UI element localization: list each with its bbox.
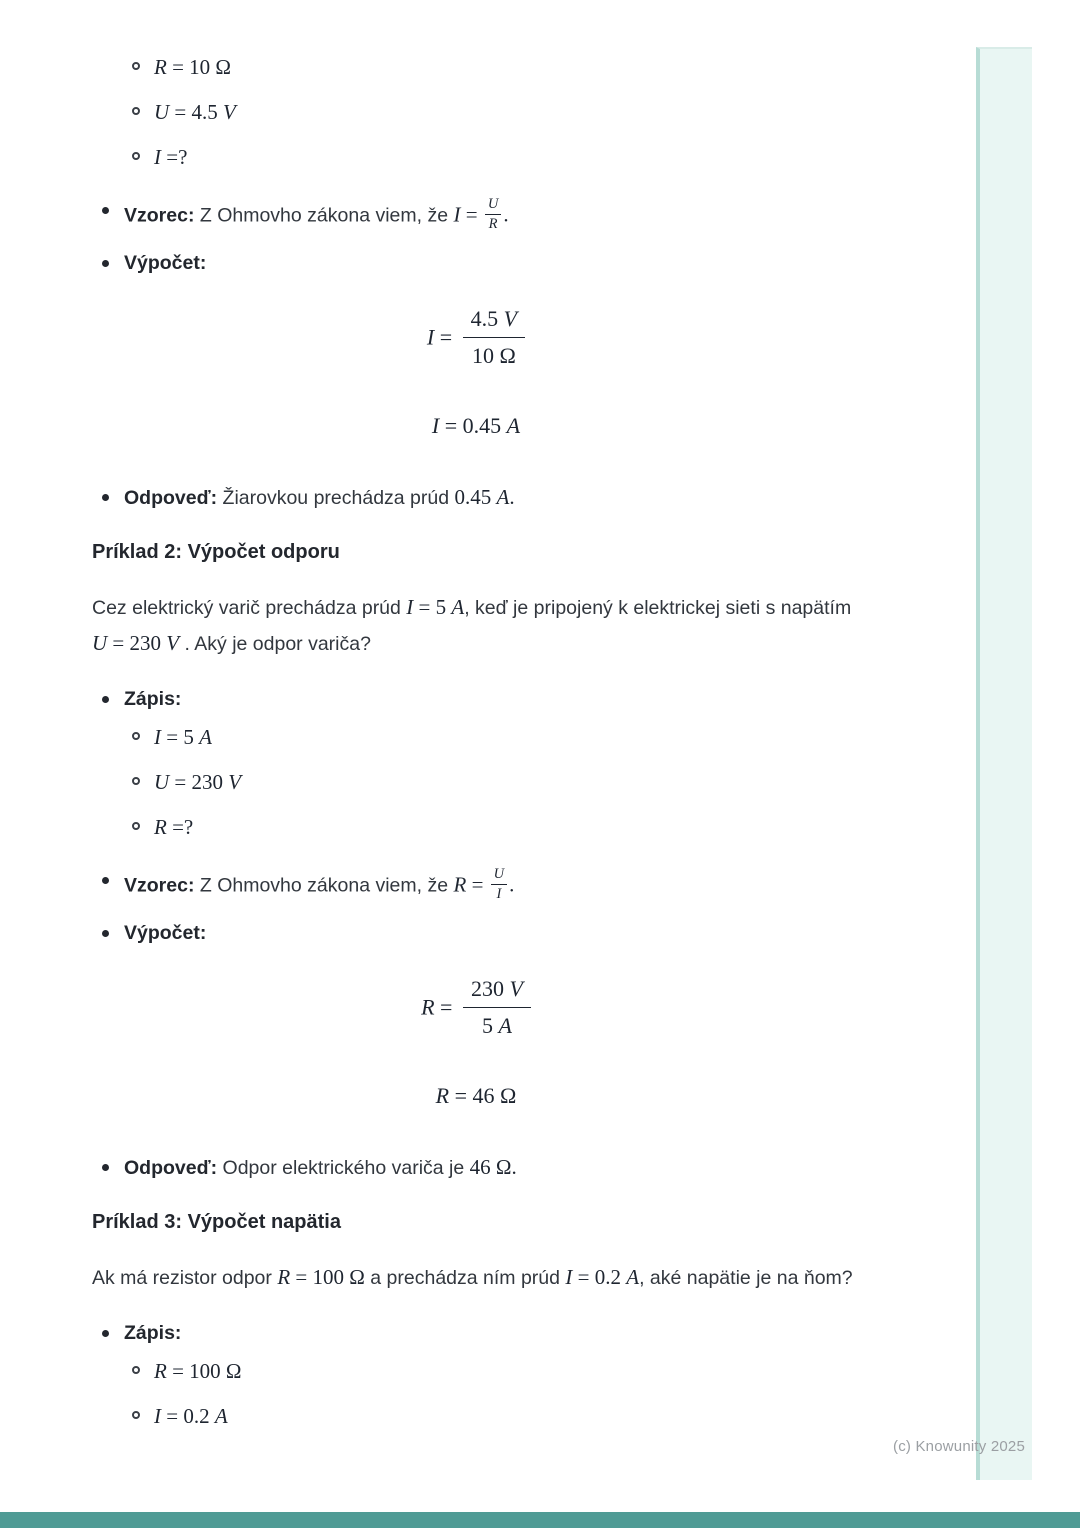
equation-lhs: R = (421, 994, 458, 1020)
knowunity-watermark: (c) Knowunity 2025 (893, 1438, 1026, 1455)
answer-text: Odpor elektrického variča je (222, 1157, 470, 1179)
inline-fraction: $\frac{U}{I}$ (491, 867, 507, 901)
display-result (92, 1083, 860, 1110)
equation-lhs: I = (426, 324, 458, 350)
list-item (124, 54, 860, 81)
given-value: U = 4.5 V (154, 100, 236, 124)
list-item (124, 814, 860, 841)
intro-text: a prechádza ním prúd (364, 1267, 566, 1289)
ex2-answer-list (92, 1154, 860, 1181)
list-item (124, 1403, 860, 1430)
display-result (92, 413, 860, 440)
display-equation (92, 306, 860, 369)
list-item (124, 724, 860, 751)
accent-highlight-strip (976, 47, 1032, 1480)
formula-label: Vzorec: (124, 204, 195, 227)
answer-text: Žiarovkou prechádza prúd (222, 487, 455, 509)
footer-brand-bar (0, 1512, 1080, 1528)
formula-lhs: I = (453, 202, 483, 227)
ex2-zapis-list (92, 686, 860, 712)
ex1-answer-list (92, 484, 860, 511)
formula-lhs: R = (453, 872, 489, 897)
intro-text: Ak má rezistor odpor (92, 1267, 278, 1289)
calc-item (92, 920, 860, 946)
list-item (124, 144, 860, 171)
ex3-intro-paragraph (92, 1260, 860, 1296)
intro-math: I = 0.2 A (565, 1265, 640, 1289)
formula-label: Vzorec: (124, 874, 195, 897)
given-value: U = 230 V (154, 770, 242, 794)
given-value: R =? (154, 815, 194, 839)
calc-label: Výpočet: (124, 922, 207, 944)
given-value: I = 5 A (154, 725, 212, 749)
given-value: R = 10 Ω (154, 55, 232, 79)
fraction: $\frac{230 V}{5 A}$ (463, 976, 531, 1039)
answer-math: 0.45 A (454, 485, 510, 509)
intro-math: R = 100 Ω (277, 1265, 365, 1289)
answer-item (92, 1154, 860, 1181)
ex2-heading: Príklad 2: Výpočet odporu (92, 541, 340, 563)
formula-period: . (503, 202, 509, 227)
zapis-label: Zápis: (124, 688, 182, 710)
answer-period: . (509, 485, 515, 509)
ex1-steps-list (92, 197, 860, 276)
formula-text: Z Ohmovho zákona viem, že (199, 204, 454, 227)
intro-math: U = 230 V (92, 631, 180, 655)
calc-label: Výpočet: (124, 252, 207, 274)
calc-item (92, 250, 860, 276)
zapis-item (92, 1320, 860, 1346)
answer-item (92, 484, 860, 511)
intro-text: , keď je pripojený k elektrickej sieti s napätím (464, 597, 852, 619)
ex2-steps-list (92, 867, 860, 946)
answer-period: . (511, 1155, 517, 1179)
result-value: R = 46 Ω (435, 1083, 517, 1108)
ex3-given-list (124, 1358, 860, 1430)
inline-fraction: $\frac{U}{R}$ (485, 197, 501, 231)
zapis-item (92, 686, 860, 712)
ex3-heading: Príklad 3: Výpočet napätia (92, 1211, 341, 1233)
intro-text: Cez elektrický varič prechádza prúd (92, 597, 407, 619)
zapis-label: Zápis: (124, 1322, 182, 1344)
formula-item (92, 197, 860, 231)
list-item (124, 769, 860, 796)
list-item (124, 1358, 860, 1385)
answer-label: Odpoveď: (124, 1157, 218, 1179)
intro-text: . Aký je odpor variča? (179, 633, 371, 655)
formula-text: Z Ohmovho zákona viem, že (199, 874, 454, 897)
ex2-intro-paragraph (92, 590, 860, 662)
formula-period: . (509, 872, 515, 897)
ex1-given-list (124, 54, 860, 171)
formula-item (92, 867, 860, 901)
answer-math: 46 Ω (469, 1155, 512, 1179)
display-equation (92, 976, 860, 1039)
given-value: I = 0.2 A (154, 1404, 228, 1428)
ex3-zapis-list (92, 1320, 860, 1346)
list-item (124, 99, 860, 126)
fraction: $\frac{4.5 V}{10 \Omega}$ (463, 306, 525, 369)
intro-text: , aké napätie je na ňom? (639, 1267, 853, 1289)
ex2-given-list (124, 724, 860, 841)
result-value: I = 0.45 A (431, 413, 521, 438)
intro-math: I = 5 A (406, 595, 465, 619)
given-value: I =? (154, 145, 188, 169)
answer-label: Odpoveď: (124, 487, 218, 509)
given-value: R = 100 Ω (154, 1359, 242, 1383)
